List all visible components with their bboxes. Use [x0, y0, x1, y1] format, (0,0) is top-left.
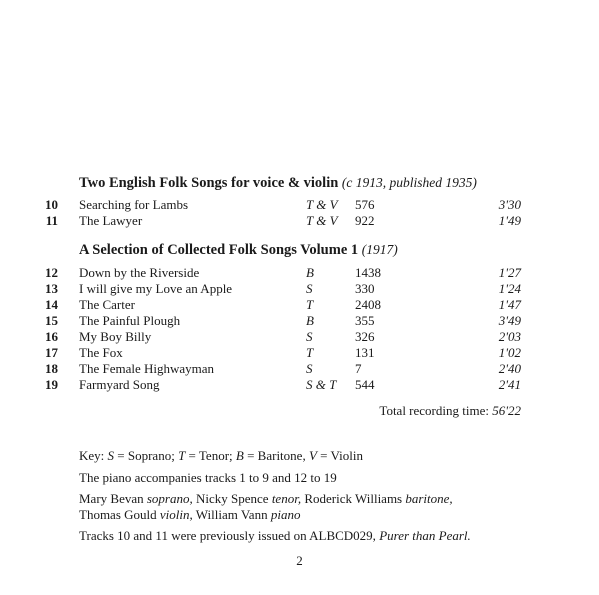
- performer-name: Nicky Spence: [196, 491, 269, 506]
- track-row: [0, 265, 599, 281]
- track-duration: 1'47: [498, 297, 521, 312]
- track-title: Searching for Lambs: [79, 197, 189, 212]
- track-catalogue-number: 330: [355, 281, 375, 296]
- section1-subtitle: (c 1913, published 1935): [341, 175, 477, 190]
- track-voice: B: [306, 265, 314, 280]
- section2-title: A Selection of Collected Folk Songs Volume 1: [79, 242, 359, 258]
- section1-title: Two English Folk Songs for voice & violin: [79, 175, 339, 191]
- track-number: 18: [45, 361, 58, 376]
- track-number: 13: [45, 281, 58, 296]
- total-label: Total recording time:: [379, 403, 489, 418]
- track-voice: T & V: [306, 197, 338, 212]
- section2-heading: [79, 242, 398, 259]
- track-duration: 2'03: [498, 329, 521, 344]
- track-row: [0, 213, 599, 229]
- track-number: 12: [45, 265, 58, 280]
- key-b: B: [235, 448, 244, 463]
- track-voice: B: [306, 313, 314, 328]
- track-catalogue-number: 7: [355, 361, 362, 376]
- key-t: T: [178, 448, 186, 463]
- track-duration: 3'30: [498, 197, 521, 212]
- key-s: S: [107, 448, 115, 463]
- track-title: Down by the Riverside: [79, 265, 200, 280]
- track-row: [0, 329, 599, 345]
- piano-note: The piano accompanies tracks 1 to 9 and 12 to 19: [79, 470, 337, 485]
- track-catalogue-number: 922: [355, 213, 375, 228]
- track-duration: 1'27: [498, 265, 521, 280]
- performer-name: Mary Bevan: [79, 491, 144, 506]
- total-time: 56'22: [492, 403, 521, 418]
- track-catalogue-number: 326: [355, 329, 375, 344]
- section1-heading: [79, 175, 477, 192]
- track-row: [0, 361, 599, 377]
- track-title: Farmyard Song: [79, 377, 160, 392]
- track-number: 14: [45, 297, 58, 312]
- track-duration: 3'49: [498, 313, 521, 328]
- track-voice: T & V: [306, 213, 338, 228]
- track-catalogue-number: 1438: [355, 265, 381, 280]
- performer-name: Thomas Gould: [79, 507, 157, 522]
- performer-role: baritone,: [405, 491, 453, 506]
- track-duration: 2'40: [498, 361, 521, 376]
- track-voice: S: [306, 329, 313, 344]
- performer-name: Roderick Williams: [304, 491, 403, 506]
- track-catalogue-number: 2408: [355, 297, 381, 312]
- track-catalogue-number: 544: [355, 377, 375, 392]
- key-t-name: = Tenor;: [188, 448, 233, 463]
- key-b-name: = Baritone,: [247, 448, 306, 463]
- track-number: 11: [45, 213, 58, 228]
- previous-issue-album: Purer than Pearl.: [379, 528, 471, 543]
- track-voice: S: [306, 361, 313, 376]
- key-v: V: [308, 448, 317, 463]
- track-catalogue-number: 576: [355, 197, 375, 212]
- track-voice: T: [306, 345, 314, 360]
- track-duration: 1'49: [498, 213, 521, 228]
- track-duration: 2'41: [498, 377, 521, 392]
- track-number: 16: [45, 329, 58, 344]
- track-voice: T: [306, 297, 314, 312]
- track-title: The Fox: [79, 345, 123, 360]
- track-title: The Female Highwayman: [79, 361, 215, 376]
- previous-issue-text: Tracks 10 and 11 were previously issued on ALBCD029,: [79, 528, 376, 543]
- performers-line-2: [79, 507, 300, 523]
- track-duration: 1'24: [498, 281, 521, 296]
- performer-role: tenor,: [271, 491, 302, 506]
- performers-line-1: [79, 491, 453, 507]
- page-number: 2: [296, 553, 303, 568]
- track-title: The Painful Plough: [79, 313, 181, 328]
- track-catalogue-number: 355: [355, 313, 375, 328]
- track-catalogue-number: 131: [355, 345, 375, 360]
- track-row: [0, 345, 599, 361]
- previous-issue-note: [79, 528, 471, 544]
- performer-role: piano: [270, 507, 301, 522]
- track-row: [0, 281, 599, 297]
- track-number: 19: [45, 377, 58, 392]
- performer-role: violin,: [159, 507, 193, 522]
- track-number: 10: [45, 197, 58, 212]
- track-duration: 1'02: [498, 345, 521, 360]
- track-row: [0, 313, 599, 329]
- track-title: The Carter: [79, 297, 135, 312]
- track-number: 17: [45, 345, 58, 360]
- performer-role: soprano,: [146, 491, 193, 506]
- key-v-name: = Violin: [320, 448, 363, 463]
- track-title: The Lawyer: [79, 213, 143, 228]
- track-title: I will give my Love an Apple: [79, 281, 233, 296]
- track-number: 15: [45, 313, 58, 328]
- key-line: [79, 448, 363, 464]
- key-prefix: Key:: [79, 448, 105, 463]
- track-row: [0, 197, 599, 213]
- key-s-name: = Soprano;: [117, 448, 175, 463]
- track-title: My Boy Billy: [79, 329, 152, 344]
- track-row: [0, 377, 599, 393]
- track-voice: S & T: [306, 377, 337, 392]
- section2-subtitle: (1917): [361, 242, 398, 257]
- performer-name: William Vann: [195, 507, 268, 522]
- total-recording-time: [379, 403, 521, 419]
- track-voice: S: [306, 281, 313, 296]
- track-row: [0, 297, 599, 313]
